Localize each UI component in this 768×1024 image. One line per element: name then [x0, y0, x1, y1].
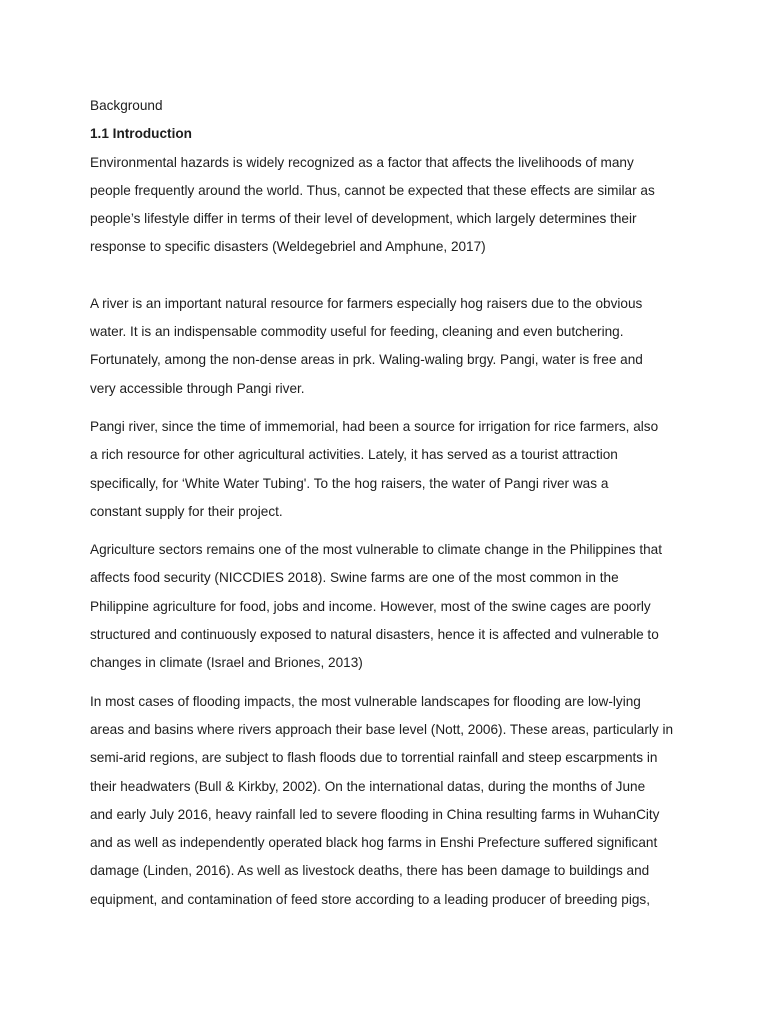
text-line: a rich resource for other agricultural activities. Lately, it has served as a tourist attraction	[90, 447, 618, 463]
text-line: areas and basins where rivers approach their base level (Nott, 2006). These areas, particularly in	[90, 721, 674, 737]
text-line: and early July 2016, heavy rainfall led to severe flooding in China resulting farms in WuhanCity	[90, 806, 660, 822]
section-title: 1.1 Introduction	[90, 126, 192, 142]
text-line: people’s lifestyle differ in terms of their level of development, which largely determines their	[90, 211, 637, 227]
paragraph-flooding-impacts	[90, 688, 680, 914]
text-line: specifically, for ‘White Water Tubing'. To the hog raisers, the water of Pangi river was a	[90, 475, 609, 491]
text-line: A river is an important natural resource for farmers especially hog raisers due to the obvious	[90, 295, 643, 311]
text-line: very accessible through Pangi river.	[90, 380, 305, 396]
text-line: Fortunately, among the non-dense areas in prk. Waling-waling brgy. Pangi, water is free and	[90, 352, 643, 368]
text-line: structured and continuously exposed to natural disasters, hence it is affected and vulnerable to	[90, 627, 659, 643]
paragraph-agriculture-sectors	[90, 536, 680, 677]
document-body	[90, 92, 680, 924]
text-line: their headwaters (Bull & Kirkby, 2002). On the international datas, during the months of June	[90, 778, 646, 794]
paragraph-pangi-river	[90, 413, 680, 526]
text-line: changes in climate (Israel and Briones, 2013)	[90, 655, 363, 671]
text-line: water. It is an indispensable commodity useful for feeding, cleaning and even butchering.	[90, 324, 624, 340]
text-line: constant supply for their project.	[90, 503, 283, 519]
text-line: Environmental hazards is widely recognized as a factor that affects the livelihoods of many	[90, 154, 634, 170]
text-line: semi-arid regions, are subject to flash floods due to torrential rainfall and steep escarpments in	[90, 750, 658, 766]
text-line: affects food security (NICCDIES 2018). Swine farms are one of the most common in the	[90, 570, 619, 586]
text-line: and as well as independently operated black hog farms in Enshi Prefecture suffered significant	[90, 835, 658, 851]
text-line: damage (Linden, 2016). As well as livestock deaths, there has been damage to buildings and	[90, 863, 650, 879]
text-line: Pangi river, since the time of immemorial, had been a source for irrigation for rice farmers, also	[90, 418, 659, 434]
text-line: In most cases of flooding impacts, the most vulnerable landscapes for flooding are low-lying	[90, 693, 641, 709]
text-line: equipment, and contamination of feed store according to a leading producer of breeding pigs,	[90, 891, 650, 907]
text-line: people frequently around the world. Thus, cannot be expected that these effects are similar as	[90, 182, 655, 198]
text-line: Philippine agriculture for food, jobs and income. However, most of the swine cages are poorly	[90, 598, 651, 614]
paragraph-environmental-hazards	[90, 149, 680, 262]
paragraph-river-resource	[90, 290, 680, 403]
section-label: Background	[90, 98, 163, 113]
text-line: response to specific disasters (Weldegebriel and Amphune, 2017)	[90, 239, 486, 255]
text-line: Agriculture sectors remains one of the most vulnerable to climate change in the Philippines that	[90, 542, 662, 558]
